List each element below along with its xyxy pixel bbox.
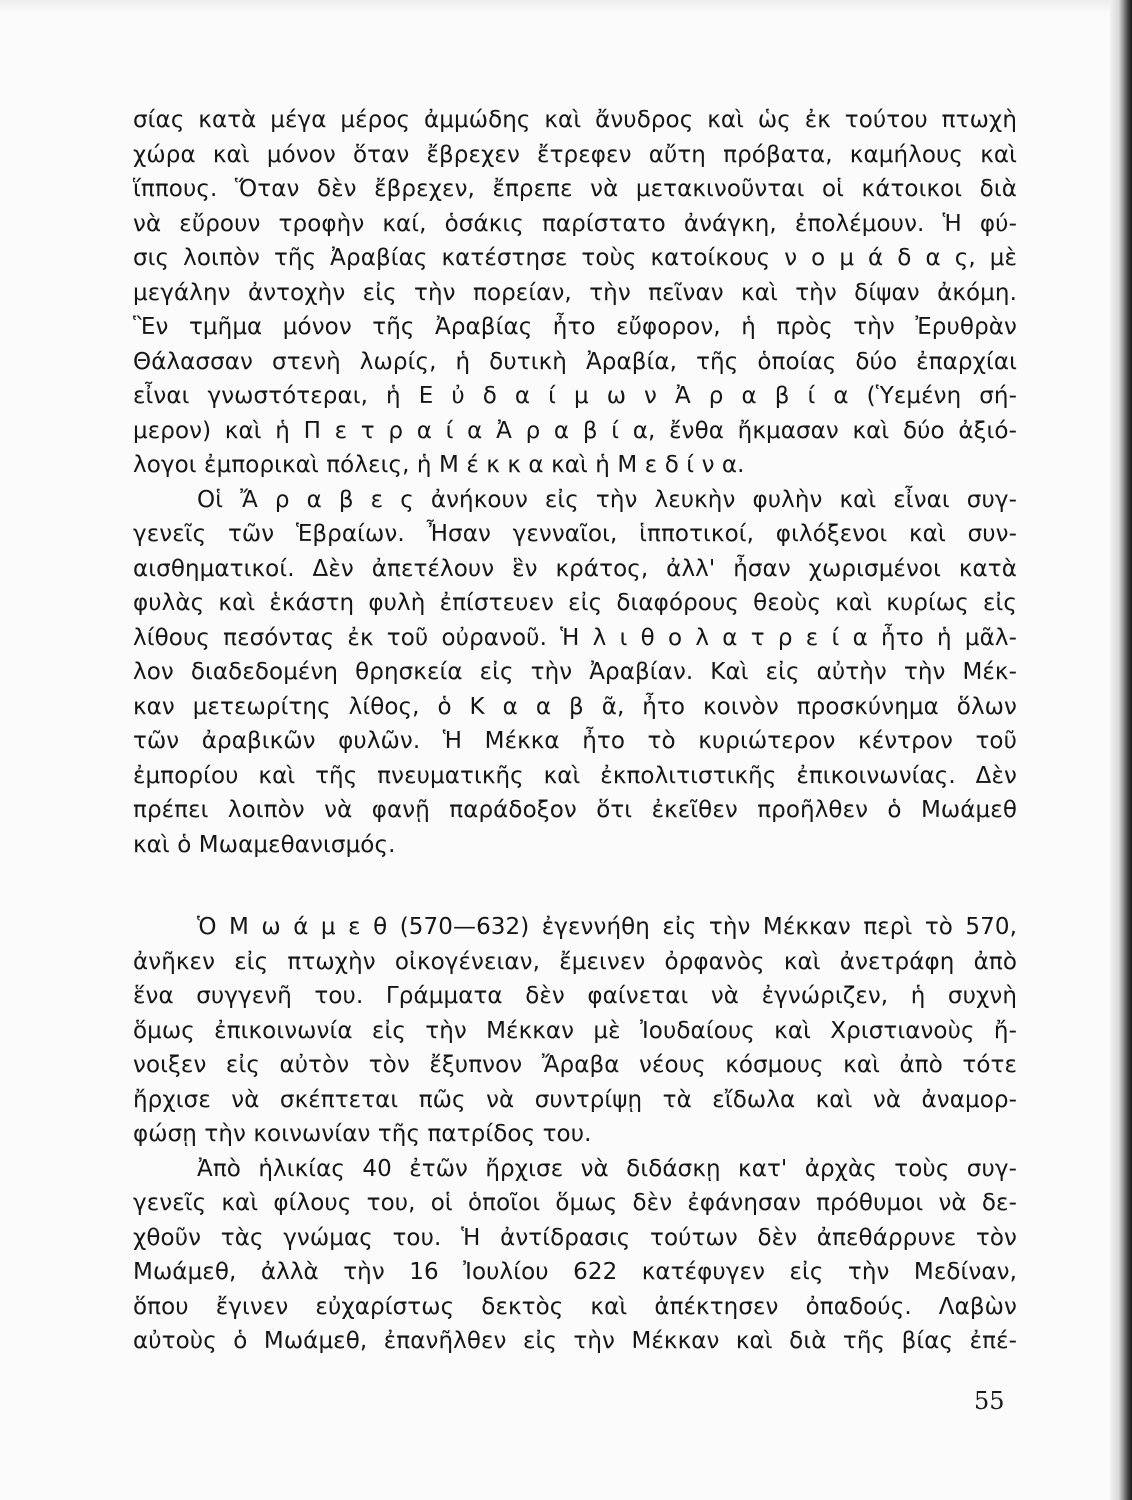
paragraph-1 (133, 103, 1017, 483)
text-line: λον διαδεδομένη θρησκεία εἰς τὴν Ἀραβίαν. Καὶ εἰς αὐτὴν τὴν Μέκ- (133, 659, 1017, 685)
text-line: μερον) καὶ ἡ Π ε τ ρ α ί α Ἀ ρ α β ί α, ἔνθα ἤκμασαν καὶ δύο ἀξιό- (133, 417, 1017, 444)
paragraph-3 (133, 910, 1017, 1152)
text-line: ἐμπορίου καὶ τῆς πνευματικῆς καὶ ἐκπολιτιστικῆς ἐπικοινωνίας. Δὲν (133, 762, 1017, 789)
text-line: γενεῖς τῶν Ἑβραίων. Ἦσαν γενναῖοι, ἱππoτικοί, φιλόξενοι καὶ συν- (133, 521, 1017, 547)
text-line: ἵππους. Ὅταν δὲν ἔβρεχεν, ἔπρεπε νὰ μετακινοῦνται οἱ κάτοικοι διὰ (133, 176, 1017, 202)
paragraph-4 (133, 1152, 1017, 1359)
text-line: σις λοιπὸν τῆς Ἀραβίας κατέστησε τοὺς κατοίκους ν ο μ ά δ α ς, μὲ (133, 245, 1017, 271)
text-line: μεγάλην ἀντοχὴν εἰς τὴν πορείαν, τὴν πεῖναν καὶ τὴν δίψαν ἀκόμη. (133, 279, 1017, 306)
text-line: Οἱ Ἄ ρ α β ε ς ἀνήκουν εἰς τὴν λευκὴν φυλὴν καὶ εἶναι συγ- (197, 486, 1017, 513)
text-line: αὐτοὺς ὁ Μωάμεθ, ἐπανῆλθεν εἰς τὴν Μέκκαν καὶ διὰ τῆς βίας ἐπέ- (133, 1328, 1017, 1354)
text-line: Μωάμεθ, ἀλλὰ τὴν 16 Ἰουλίου 622 κατέφυγεν εἰς τὴν Μεδίναν, (133, 1259, 1017, 1285)
page-edge-shadow (1110, 0, 1132, 1500)
text-line: τῶν ἀραβικῶν φυλῶν. Ἡ Μέκκα ἦτο τὸ κυριώτερον κέντρον τοῦ (133, 728, 1017, 754)
text-line: λίθους πεσόντας ἐκ τοῦ οὐρανοῦ. Ἡ λ ι θ ο λ α τ ρ ε ί α ἦτο ἡ μᾶλ- (133, 624, 1017, 651)
text-line: καὶ ὁ Μωαμεθανισμός. (133, 831, 396, 858)
text-line: πρέπει λοιπὸν νὰ φανῇ παράδοξον ὅτι ἐκεῖθεν προῆλθεν ὁ Μωάμεθ (133, 797, 1017, 823)
text-line: χθοῦν τὰς γνώμας του. Ἡ ἀντίδρασις τούτων δὲν ἀπεθάρρυνε τὸν (133, 1224, 1017, 1251)
text-line: φυλὰς καὶ ἑκάστη φυλὴ ἐπίστευεν εἰς διαφόρους θεοὺς καὶ κυρίως εἰς (133, 590, 1017, 616)
text-line: ὅμως ἐπικοινωνία εἰς τὴν Μέκκαν μὲ Ἰουδαίους καὶ Χριστιανοὺς ἤ- (133, 1017, 1017, 1044)
text-line: νὰ εὔρουν τροφὴν καί, ὁσάκις παρίστατο ἀνάγκη, ἐπολέμουν. Ἡ φύ- (133, 210, 1017, 237)
text-line: αισθηματικοί. Δὲν ἀπετέλουν ἓν κράτος, ἀλλ' ἦσαν χωρισμένοι κατὰ (133, 555, 1017, 582)
text-line: Ὁ Μ ω ά μ ε θ (570—632) ἐγεννήθη εἰς τὴν Μέκκαν περὶ τὸ 570, (197, 914, 1017, 940)
page-number: 55 (974, 1387, 1005, 1415)
text-line: σίας κατὰ μέγα μέρος ἀμμώδης καὶ ἄνυδρος καὶ ὡς ἐκ τούτου πτωχὴ (133, 107, 1017, 133)
text-line: ἀνῆκεν εἰς πτωχὴν οἰκογένειαν, ἔμεινεν ὀρφανὸς καὶ ἀνετράφη ἀπὸ (133, 948, 1017, 975)
text-line: ἤρχισε νὰ σκέπτεται πῶς νὰ συντρίψῃ τὰ εἴδωλα καὶ νὰ ἀναμορ- (133, 1086, 1017, 1113)
paragraph-gap (133, 862, 1017, 910)
text-line: γενεῖς καὶ φίλους του, οἱ ὁποῖοι ὅμως δὲν ἐφάνησαν πρόθυμοι νὰ δε- (133, 1190, 1017, 1216)
text-line: Ἀπὸ ἡλικίας 40 ἐτῶν ἤρχισε νὰ διδάσκῃ κατ' ἀρχὰς τοὺς συγ- (197, 1155, 1017, 1182)
text-line: χώρα καὶ μόνον ὅταν ἔβρεχεν ἔτρεφεν αὔτη πρόβατα, καμήλους καὶ (133, 141, 1017, 168)
body-text (133, 103, 1017, 1359)
page-top-shadow (0, 0, 1132, 12)
text-line: Θάλασσαν στενὴ λωρίς, ἡ δυτικὴ Ἀραβία, τῆς ὁποίας δύο ἐπαρχίαι (133, 348, 1017, 375)
text-line: ἕνα συγγενῆ του. Γράμματα δὲν φαίνεται νὰ ἐγνώριζεν, ἡ συχνὴ (133, 983, 1017, 1009)
text-line: καν μετεωρίτης λίθος, ὁ Κ α α β ᾶ, ἦτο κοινὸν προσκύνημα ὅλων (133, 693, 1017, 720)
text-line: εἶναι γνωστότεραι, ἡ Ε ὐ δ α ί μ ω ν Ἀ ρ α β ί α (Ὑεμένη σή- (133, 383, 1017, 409)
text-line: φώσῃ τὴν κοινωνίαν τῆς πατρίδος του. (133, 1121, 592, 1147)
text-line: νοιξεν εἰς αὐτὸν τὸν ἔξυπνον Ἄραβα νέους κόσμους καὶ ἀπὸ τότε (133, 1052, 1017, 1078)
text-line: ὅπου ἔγινεν εὐχαρίστως δεκτὸς καὶ ἀπέκτησεν ὀπαδούς. Λαβὼν (133, 1293, 1017, 1320)
text-line: Ἓν τμῆμα μόνον τῆς Ἀραβίας ἦτο εὔφορον, ἡ πρὸς τὴν Ἐρυθρὰν (133, 314, 1017, 340)
text-line: λογοι ἐμπορικαὶ πόλεις, ἡ Μ έ κ κ α καὶ ἡ Μ ε δ ί ν α. (133, 452, 745, 478)
paragraph-2 (133, 483, 1017, 863)
